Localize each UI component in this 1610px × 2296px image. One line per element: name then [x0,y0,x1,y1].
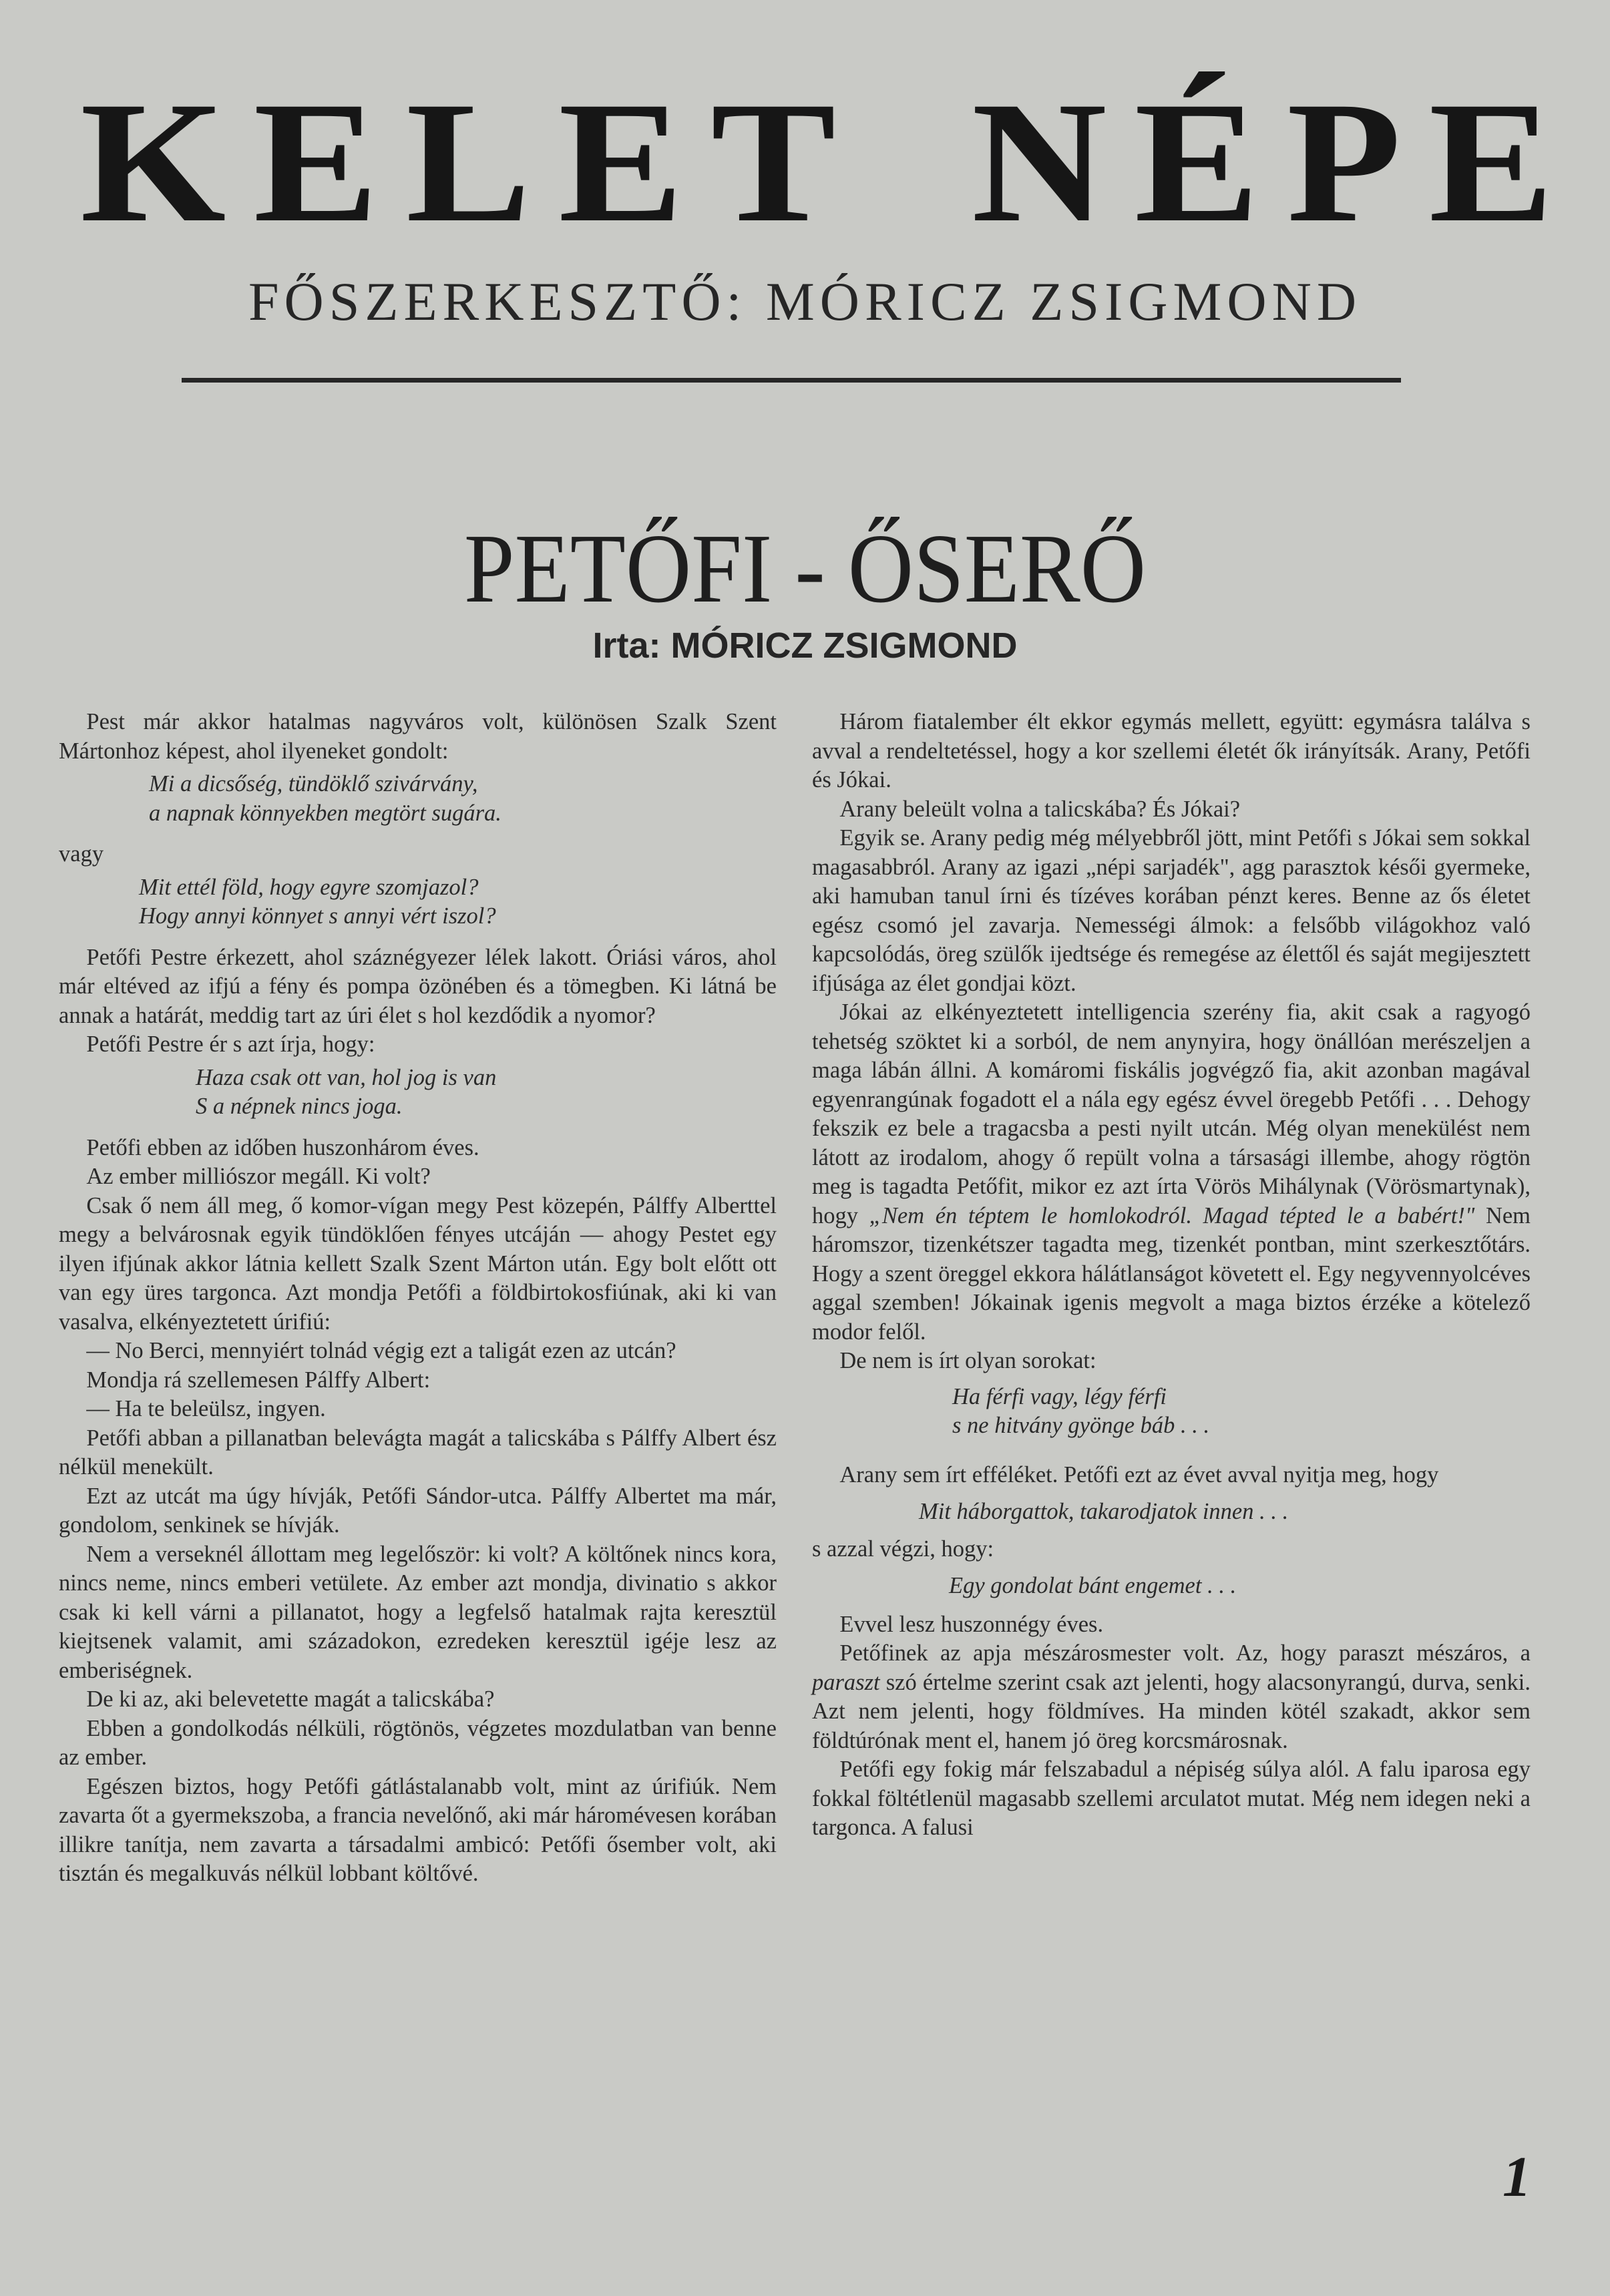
verse-line: Mit háborgattok, takarodjatok innen . . . [919,1499,1289,1524]
paragraph: Pest már akkor hatalmas nagyváros volt, különösen Szalk Szent Mártonhoz képest, ahol ilyeneket gondolt: [59,709,777,764]
verse-quote [139,873,777,931]
paragraph: Petőfi Pestre ér s azt írja, hogy: [86,1031,375,1057]
paragraph: De nem is írt olyan sorokat: [839,1348,1096,1373]
paragraph: — No Berci, mennyiért tolnád végig ezt a taligát ezen az utcán? [86,1338,676,1363]
paragraph: De ki az, aki belevetette magát a talicskába? [86,1686,495,1712]
verse-line: Mit ettél föld, hogy egyre szomjazol? [139,874,479,900]
paragraph: s azzal végzi, hogy: [812,1536,994,1562]
paragraph: Petőfi abban a pillanatban belevágta magát a talicskába s Pálffy Albert ész nélkül menekült. [59,1425,777,1479]
verse-line: s ne hitvány gyönge báb . . . [952,1413,1210,1438]
article-byline: Irta: MÓRICZ ZSIGMOND [592,626,1018,666]
verse-line: S a népnek nincs joga. [196,1094,403,1119]
paragraph: Petőfi ebben az időben huszonhárom éves. [86,1134,479,1160]
paragraph: Arany sem írt efféléket. Petőfi ezt az évet avval nyitja meg, hogy [839,1461,1439,1487]
connector-word: vagy [59,841,104,867]
paragraph: Arany beleült volna a talicskába? És Jókai? [839,796,1241,822]
verse-quote [149,770,777,828]
paragraph: Petőfi egy fokig már felszabadul a népiség súlya alól. A falu iparosa egy fokkal föltétlenül magasabb szellemi arculatot mutat. Még nem idegen neki a targonca. A falusi [812,1757,1531,1840]
paragraph: Ebben a gondolkodás nélküli, rögtönös, végzetes mozdulatban van benne az ember. [59,1715,777,1770]
verse-line: Haza csak ott van, hol jog is van [196,1064,497,1090]
verse-line: Hogy annyi könnyet s annyi vért iszol? [139,903,496,929]
paragraph: Három fiatalember élt ekkor egymás mellett, együtt: egymásra találva s avval a rendeltetéssel, hogy a kor szellemi életét ők irányítsák. Arany, Petőfi és Jókai. [812,709,1531,792]
verse-quote [196,1064,777,1122]
paragraph: — Ha te beleülsz, ingyen. [86,1396,326,1421]
paragraph: Az ember milliószor megáll. Ki volt? [86,1164,431,1189]
paragraph: Evvel lesz huszonnégy éves. [839,1611,1104,1637]
masthead-divider [182,378,1401,383]
paragraph-text: Petőfinek az apja mészárosmester volt. Az, hogy paraszt mészáros, a [839,1640,1531,1666]
paragraph: Csak ő nem áll meg, ő komor-vígan megy Pest közepén, Pálffy Alberttel megy a belvárosnak egyik tündöklően fényes utcáján — ahogy Pestet egy ilyen ifjúnak akkor látnia kellett Szalk Szent Márton után. Egy bolt előtt ott van egy üres targonca. Azt mondja Petőfi a földbirtokosfiúnak, aki ki van vasalva, elkényeztetett úrifiú: [59,1192,777,1335]
paragraph: Egyik se. Arany pedig még mélyebbről jött, mint Petőfi s Jókai sem sokkal magasabbról. Arany az igazi „népi sarjadék", agg parasztok késői gyermeke, aki hamuban tanul írni és tízéves korában pénzt keres. Benne az ős életet egész csomó jel zavarja. Nemességi álmok: a felsőbb világokhoz való kapcsolódás, öreg szülők ijedtsége és remegése az élettől és saját megijesztett ifjúsága az élet gondjai közt. [812,825,1531,996]
left-column [59,708,777,1889]
paragraph: Nem a verseknél állottam meg legelőször: ki volt? A költőnek nincs kora, nincs neme, nincs emberi vetülete. Az ember azt mondja, divinatio s akkor csak ki kell várni a pillanatot, hogy a legfelső hatalmak rajta keresztül kiejtsenek valamit, ami századokon, ezredeken keresztül igéje lesz az emberiségnek. [59,1541,777,1683]
masthead-word-nepe: NÉPE [971,66,1581,258]
verse-line: a napnak könnyekben megtört sugára. [149,800,501,826]
paragraph [812,1639,1531,1755]
masthead-word-kelet: KELET [80,66,863,258]
paragraph: Ezt az utcát ma úgy hívják, Petőfi Sándor-utca. Pálffy Albertet ma már, gondolom, senkinek se hívják. [59,1483,777,1538]
editor-line: FŐSZERKESZTŐ: MÓRICZ ZSIGMOND [248,271,1362,332]
paragraph: Mondja rá szellemesen Pálffy Albert: [86,1367,431,1393]
verse-line: Ha férfi vagy, légy férfi [952,1383,1167,1409]
masthead-title [80,66,1610,258]
verse-quote [919,1498,1531,1527]
verse-quote [952,1383,1531,1441]
verse-line: Mi a dicsőség, tündöklő szivárvány, [149,771,478,796]
paragraph: Egészen biztos, hogy Petőfi gátlástalanabb volt, mint az úrifiúk. Nem zavarta őt a gyermekszoba, a francia nevelőnő, aki már háromévesen korában illikre tanítja, nem zavarta a társadalmi ambicó: Petőfi ősember volt, aki tisztán és megalkuvás nélkül lobbant költővé. [59,1773,777,1886]
paragraph-text: Nem háromszor, tizenkétszer tagadta meg, tizenkét pontban, mint szerkesztőtárs. Hogy a szent öreggel ekkora hálátlanságot követett el. Egy negyvennyolcéves aggal szemben! Jókainak igenis megvolt a maga biztos érzéke a kötelező modor felől. [812,1202,1531,1345]
verse-quote [949,1572,1531,1601]
quoted-letter: „Nem én téptem le homlokodról. Magad tépted le a babért!" [869,1202,1475,1228]
paragraph-text: Jókai az elkényeztetett intelligencia szerény fia, akit csak a ragyogó tehetség szöktet ki a sorból, de nem anynyira, hogy önállóan merészeljen a maga lábán állni. A komáromi fiskális jogvégző fia, akit azonban magával egyenrangúnak fogadott el a nála egy egész évvel öregebb Petőfi . . . Dehogy fekszik ez bele a tragacsba a pesti nyilt utcán. Még olyan menekülést nem látott az irodalom, ahogy ő repült volna a társasági illembe, ahogy rögtön meg is tagadta Petőfit, mikor ez azt írta Vörös Mihálynak (Vörösmartynak), hogy [812,999,1531,1228]
emphasized-word: paraszt [812,1669,880,1695]
article-title: PETŐFI - ŐSERŐ [463,514,1147,624]
paragraph-text: szó értelme szerint csak azt jelenti, hogy alacsonyrangú, durva, senki. Azt nem jelenti, hogy földmíves. Ha minden kötél szakadt, akkor sem földtúrónak ment el, hanem jó öreg korcsmárosnak. [812,1669,1531,1753]
paragraph: Petőfi Pestre érkezett, ahol száznégyezer lélek lakott. Óriási város, ahol már eltéved az ifjú a fény és pompa özönében és a tömegben. Ki látná be annak a határát, meddig tart az úri élet s hol kezdődik a nyomor? [59,944,777,1028]
right-column [812,708,1531,1843]
page-number: 1 [1502,2144,1531,2209]
verse-line: Egy gondolat bánt engemet . . . [949,1573,1237,1598]
paragraph [812,998,1531,1347]
